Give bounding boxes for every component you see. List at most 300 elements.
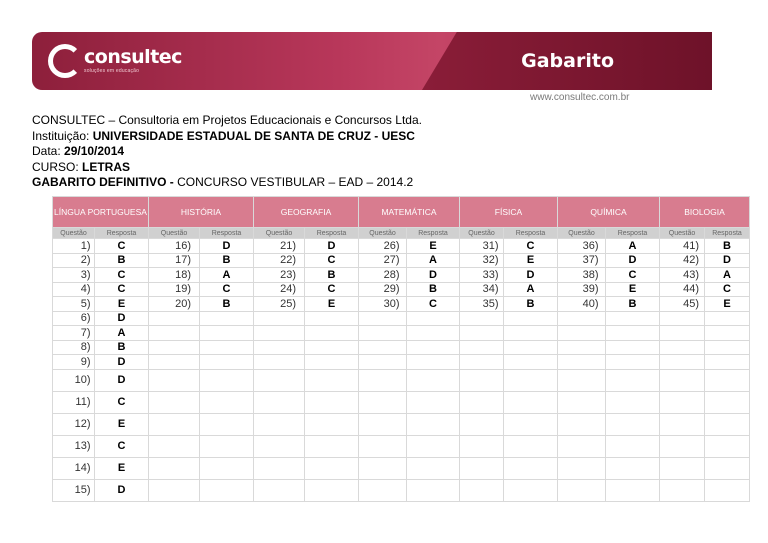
table-row [53, 326, 750, 341]
empty-cell [305, 326, 359, 341]
table-row [53, 239, 750, 254]
question-cell [254, 239, 305, 254]
empty-cell [359, 435, 407, 457]
answer-key-table [52, 196, 750, 502]
question-number: 26) [383, 239, 400, 252]
question-number: 12) [74, 418, 91, 430]
empty-cell [460, 479, 504, 501]
empty-cell [305, 457, 359, 479]
logo-tagline: soluções em educação [84, 68, 140, 74]
empty-cell [660, 355, 705, 370]
empty-cell [660, 391, 705, 413]
empty-cell [359, 479, 407, 501]
empty-cell [705, 369, 750, 391]
question-number: 28) [383, 268, 400, 281]
empty-cell [254, 340, 305, 355]
header-banner [32, 32, 712, 90]
question-cell [460, 282, 504, 297]
question-number: 2) [80, 254, 91, 267]
empty-cell [149, 369, 200, 391]
table-row [53, 391, 750, 413]
empty-cell [359, 326, 407, 341]
empty-cell [504, 340, 558, 355]
question-column-header: Questão [359, 228, 407, 239]
empty-cell [359, 311, 407, 326]
question-number: 3) [80, 268, 91, 281]
consultec-logo [48, 42, 182, 80]
table-row [53, 340, 750, 355]
question-column-header: Questão [254, 228, 305, 239]
document-info [32, 113, 422, 191]
empty-cell [660, 413, 705, 435]
empty-cell [305, 413, 359, 435]
question-cell [660, 297, 705, 312]
answer-cell: C [705, 282, 750, 297]
question-cell [53, 297, 95, 312]
empty-cell [606, 479, 660, 501]
question-cell [53, 282, 95, 297]
question-column-header: Questão [660, 228, 705, 239]
empty-cell [606, 457, 660, 479]
answer-cell: C [95, 268, 149, 283]
empty-cell [558, 413, 606, 435]
empty-cell [460, 413, 504, 435]
table-row [53, 311, 750, 326]
answer-cell: C [305, 282, 359, 297]
question-number: 18) [175, 268, 191, 281]
table-row [53, 457, 750, 479]
question-number: 36) [582, 239, 599, 252]
question-number: 5) [80, 297, 91, 310]
question-number: 4) [80, 283, 91, 296]
answer-cell: D [95, 355, 149, 370]
empty-cell [200, 391, 254, 413]
empty-cell [254, 457, 305, 479]
empty-cell [660, 311, 705, 326]
question-number: 20) [175, 297, 191, 310]
question-number: 37) [582, 254, 599, 267]
question-number: 1) [80, 239, 91, 252]
question-cell [53, 355, 95, 370]
answer-cell: B [407, 282, 460, 297]
empty-cell [359, 413, 407, 435]
empty-cell [460, 435, 504, 457]
answer-cell: D [606, 253, 660, 268]
date-label: Data: [32, 144, 65, 159]
question-number: 38) [582, 268, 599, 281]
empty-cell [305, 355, 359, 370]
empty-cell [558, 311, 606, 326]
answer-column-header: Resposta [305, 228, 359, 239]
empty-cell [305, 311, 359, 326]
empty-cell [558, 457, 606, 479]
empty-cell [149, 391, 200, 413]
empty-cell [460, 326, 504, 341]
institution-line [32, 129, 422, 145]
empty-cell [660, 435, 705, 457]
empty-cell [660, 457, 705, 479]
question-cell [359, 297, 407, 312]
empty-cell [254, 326, 305, 341]
question-number: 21) [280, 239, 296, 252]
answer-cell: C [95, 239, 149, 254]
answer-cell: C [407, 297, 460, 312]
subject-header: HISTÓRIA [149, 197, 254, 228]
empty-cell [305, 435, 359, 457]
gabarito-label: GABARITO DEFINITIVO - [32, 175, 178, 190]
question-cell [53, 311, 95, 326]
answer-cell: C [200, 282, 254, 297]
empty-cell [660, 340, 705, 355]
subject-header: LÍNGUA PORTUGUESA [53, 197, 149, 228]
empty-cell [407, 311, 460, 326]
empty-cell [606, 355, 660, 370]
question-cell [460, 239, 504, 254]
empty-cell [705, 311, 750, 326]
question-number: 23) [280, 268, 296, 281]
table-row [53, 369, 750, 391]
empty-cell [460, 340, 504, 355]
question-cell [149, 297, 200, 312]
empty-cell [407, 355, 460, 370]
answer-cell: E [95, 457, 149, 479]
answer-cell: E [606, 282, 660, 297]
empty-cell [407, 340, 460, 355]
empty-cell [606, 435, 660, 457]
empty-cell [504, 479, 558, 501]
empty-cell [606, 369, 660, 391]
question-cell [53, 369, 95, 391]
question-cell [53, 340, 95, 355]
question-cell [149, 239, 200, 254]
page-title: Gabarito [521, 50, 614, 72]
table-row [53, 268, 750, 283]
empty-cell [254, 391, 305, 413]
empty-cell [407, 413, 460, 435]
subject-header: QUÍMICA [558, 197, 660, 228]
empty-cell [305, 391, 359, 413]
answer-cell: B [95, 340, 149, 355]
question-number: 42) [683, 254, 699, 267]
answer-cell: A [407, 253, 460, 268]
answer-cell: A [606, 239, 660, 254]
empty-cell [705, 457, 750, 479]
answer-cell: B [606, 297, 660, 312]
logo-c-icon [48, 44, 82, 78]
question-number: 17) [175, 254, 191, 267]
empty-cell [149, 435, 200, 457]
company-line: CONSULTEC – Consultoria em Projetos Educacionais e Concursos Ltda. [32, 113, 422, 127]
contest-value: CONCURSO VESTIBULAR – EAD – 2014.2 [177, 175, 414, 190]
answer-cell: D [95, 479, 149, 501]
question-cell [53, 268, 95, 283]
empty-cell [407, 326, 460, 341]
question-cell [558, 239, 606, 254]
question-cell [254, 297, 305, 312]
question-cell [254, 253, 305, 268]
empty-cell [254, 355, 305, 370]
question-number: 43) [683, 268, 699, 281]
question-cell [53, 435, 95, 457]
empty-cell [705, 355, 750, 370]
empty-cell [660, 479, 705, 501]
answer-cell: D [305, 239, 359, 254]
answer-column-header: Resposta [200, 228, 254, 239]
question-column-header: Questão [149, 228, 200, 239]
empty-cell [558, 355, 606, 370]
question-cell [149, 253, 200, 268]
question-cell [53, 457, 95, 479]
empty-cell [200, 479, 254, 501]
answer-cell: D [705, 253, 750, 268]
empty-cell [149, 340, 200, 355]
answer-cell: E [407, 239, 460, 254]
answer-cell: C [95, 282, 149, 297]
empty-cell [705, 435, 750, 457]
answer-column-header: Resposta [705, 228, 750, 239]
answer-cell: E [705, 297, 750, 312]
question-cell [558, 282, 606, 297]
empty-cell [660, 369, 705, 391]
question-number: 11) [75, 396, 91, 408]
empty-cell [407, 391, 460, 413]
question-number: 33) [482, 268, 499, 281]
question-number: 27) [383, 254, 400, 267]
date-value: 29/10/2014 [64, 144, 125, 159]
empty-cell [359, 369, 407, 391]
empty-cell [254, 435, 305, 457]
subject-header: GEOGRAFIA [254, 197, 359, 228]
answer-column-header: Resposta [95, 228, 149, 239]
question-cell [558, 268, 606, 283]
question-cell [359, 239, 407, 254]
question-cell [53, 479, 95, 501]
answer-cell: D [407, 268, 460, 283]
empty-cell [149, 413, 200, 435]
empty-cell [504, 369, 558, 391]
subject-header: MATEMÁTICA [359, 197, 460, 228]
date-line [32, 144, 422, 160]
institution-label: Instituição: [32, 128, 93, 143]
empty-cell [606, 413, 660, 435]
empty-cell [200, 311, 254, 326]
empty-cell [558, 340, 606, 355]
empty-cell [705, 479, 750, 501]
answer-cell: C [95, 391, 149, 413]
answer-cell: B [305, 268, 359, 283]
question-cell [460, 253, 504, 268]
table-row [53, 282, 750, 297]
empty-cell [407, 457, 460, 479]
question-number: 29) [383, 283, 400, 296]
answer-cell: E [95, 413, 149, 435]
empty-cell [149, 457, 200, 479]
question-cell [359, 253, 407, 268]
empty-cell [359, 457, 407, 479]
answer-cell: B [200, 297, 254, 312]
empty-cell [558, 326, 606, 341]
answer-cell: C [606, 268, 660, 283]
empty-cell [200, 413, 254, 435]
empty-cell [407, 479, 460, 501]
table-row [53, 413, 750, 435]
empty-cell [460, 355, 504, 370]
table-row [53, 479, 750, 501]
course-label: CURSO: [32, 159, 83, 174]
answer-cell: E [95, 297, 149, 312]
gabarito-line [32, 175, 422, 191]
empty-cell [504, 391, 558, 413]
empty-cell [504, 457, 558, 479]
question-number: 6) [80, 312, 91, 325]
institution-value: UNIVERSIDADE ESTADUAL DE SANTA DE CRUZ - UESC [92, 128, 415, 143]
question-number: 41) [683, 239, 699, 252]
empty-cell [149, 479, 200, 501]
question-cell [558, 297, 606, 312]
question-cell [53, 413, 95, 435]
empty-cell [254, 311, 305, 326]
question-number: 14) [74, 462, 91, 474]
answer-cell: E [504, 253, 558, 268]
empty-cell [254, 413, 305, 435]
question-number: 19) [175, 283, 191, 296]
course-line [32, 160, 422, 176]
question-number: 34) [482, 283, 499, 296]
table-row [53, 435, 750, 457]
empty-cell [407, 435, 460, 457]
empty-cell [504, 355, 558, 370]
question-cell [460, 268, 504, 283]
empty-cell [504, 326, 558, 341]
empty-cell [705, 391, 750, 413]
empty-cell [200, 355, 254, 370]
question-number: 15) [74, 484, 91, 496]
question-number: 40) [582, 297, 599, 310]
website-link[interactable]: www.consultec.com.br [530, 92, 630, 103]
empty-cell [149, 326, 200, 341]
empty-cell [606, 311, 660, 326]
empty-cell [200, 369, 254, 391]
question-number: 35) [482, 297, 499, 310]
answer-cell: A [504, 282, 558, 297]
answer-cell: C [95, 435, 149, 457]
question-cell [53, 391, 95, 413]
empty-cell [504, 435, 558, 457]
empty-cell [407, 369, 460, 391]
subject-header: BIOLOGIA [660, 197, 750, 228]
question-cell [558, 253, 606, 268]
question-number: 8) [80, 341, 91, 354]
answer-column-header: Resposta [606, 228, 660, 239]
empty-cell [705, 413, 750, 435]
empty-cell [460, 311, 504, 326]
question-column-header: Questão [558, 228, 606, 239]
course-value: LETRAS [82, 159, 131, 174]
empty-cell [254, 479, 305, 501]
answer-cell: B [504, 297, 558, 312]
answer-cell: D [200, 239, 254, 254]
empty-cell [200, 340, 254, 355]
question-cell [660, 253, 705, 268]
question-number: 22) [280, 254, 296, 267]
empty-cell [606, 326, 660, 341]
empty-cell [504, 311, 558, 326]
answer-column-header: Resposta [407, 228, 460, 239]
empty-cell [558, 369, 606, 391]
answer-cell: A [200, 268, 254, 283]
question-number: 45) [683, 297, 699, 310]
empty-cell [460, 369, 504, 391]
question-cell [53, 253, 95, 268]
question-number: 7) [80, 326, 91, 339]
question-number: 9) [80, 355, 91, 368]
question-number: 13) [74, 440, 91, 452]
question-cell [660, 239, 705, 254]
empty-cell [504, 413, 558, 435]
answer-cell: D [504, 268, 558, 283]
question-number: 10) [74, 374, 91, 386]
question-cell [53, 326, 95, 341]
empty-cell [200, 457, 254, 479]
answer-cell: B [200, 253, 254, 268]
answer-cell: C [305, 253, 359, 268]
answer-cell: D [95, 311, 149, 326]
question-number: 25) [280, 297, 296, 310]
empty-cell [660, 326, 705, 341]
empty-cell [305, 369, 359, 391]
answer-cell: D [95, 369, 149, 391]
empty-cell [149, 355, 200, 370]
empty-cell [359, 391, 407, 413]
logo-name: consultec [84, 46, 182, 68]
question-number: 31) [482, 239, 499, 252]
question-number: 32) [482, 254, 499, 267]
answer-cell: A [95, 326, 149, 341]
question-number: 24) [280, 283, 296, 296]
question-number: 30) [383, 297, 400, 310]
question-column-header: Questão [460, 228, 504, 239]
empty-cell [558, 391, 606, 413]
question-cell [53, 239, 95, 254]
empty-cell [558, 435, 606, 457]
answer-cell: B [705, 239, 750, 254]
question-cell [149, 268, 200, 283]
empty-cell [200, 435, 254, 457]
question-cell [359, 268, 407, 283]
empty-cell [606, 391, 660, 413]
empty-cell [305, 340, 359, 355]
question-cell [660, 268, 705, 283]
question-number: 16) [175, 239, 191, 252]
question-cell [254, 268, 305, 283]
question-column-header: Questão [53, 228, 95, 239]
question-cell [254, 282, 305, 297]
table-row [53, 355, 750, 370]
answer-cell: B [95, 253, 149, 268]
empty-cell [558, 479, 606, 501]
subject-header: FÍSICA [460, 197, 558, 228]
question-number: 44) [683, 283, 699, 296]
empty-cell [705, 340, 750, 355]
empty-cell [359, 355, 407, 370]
empty-cell [254, 369, 305, 391]
empty-cell [359, 340, 407, 355]
empty-cell [705, 326, 750, 341]
empty-cell [149, 311, 200, 326]
answer-cell: C [504, 239, 558, 254]
question-cell [149, 282, 200, 297]
empty-cell [460, 391, 504, 413]
